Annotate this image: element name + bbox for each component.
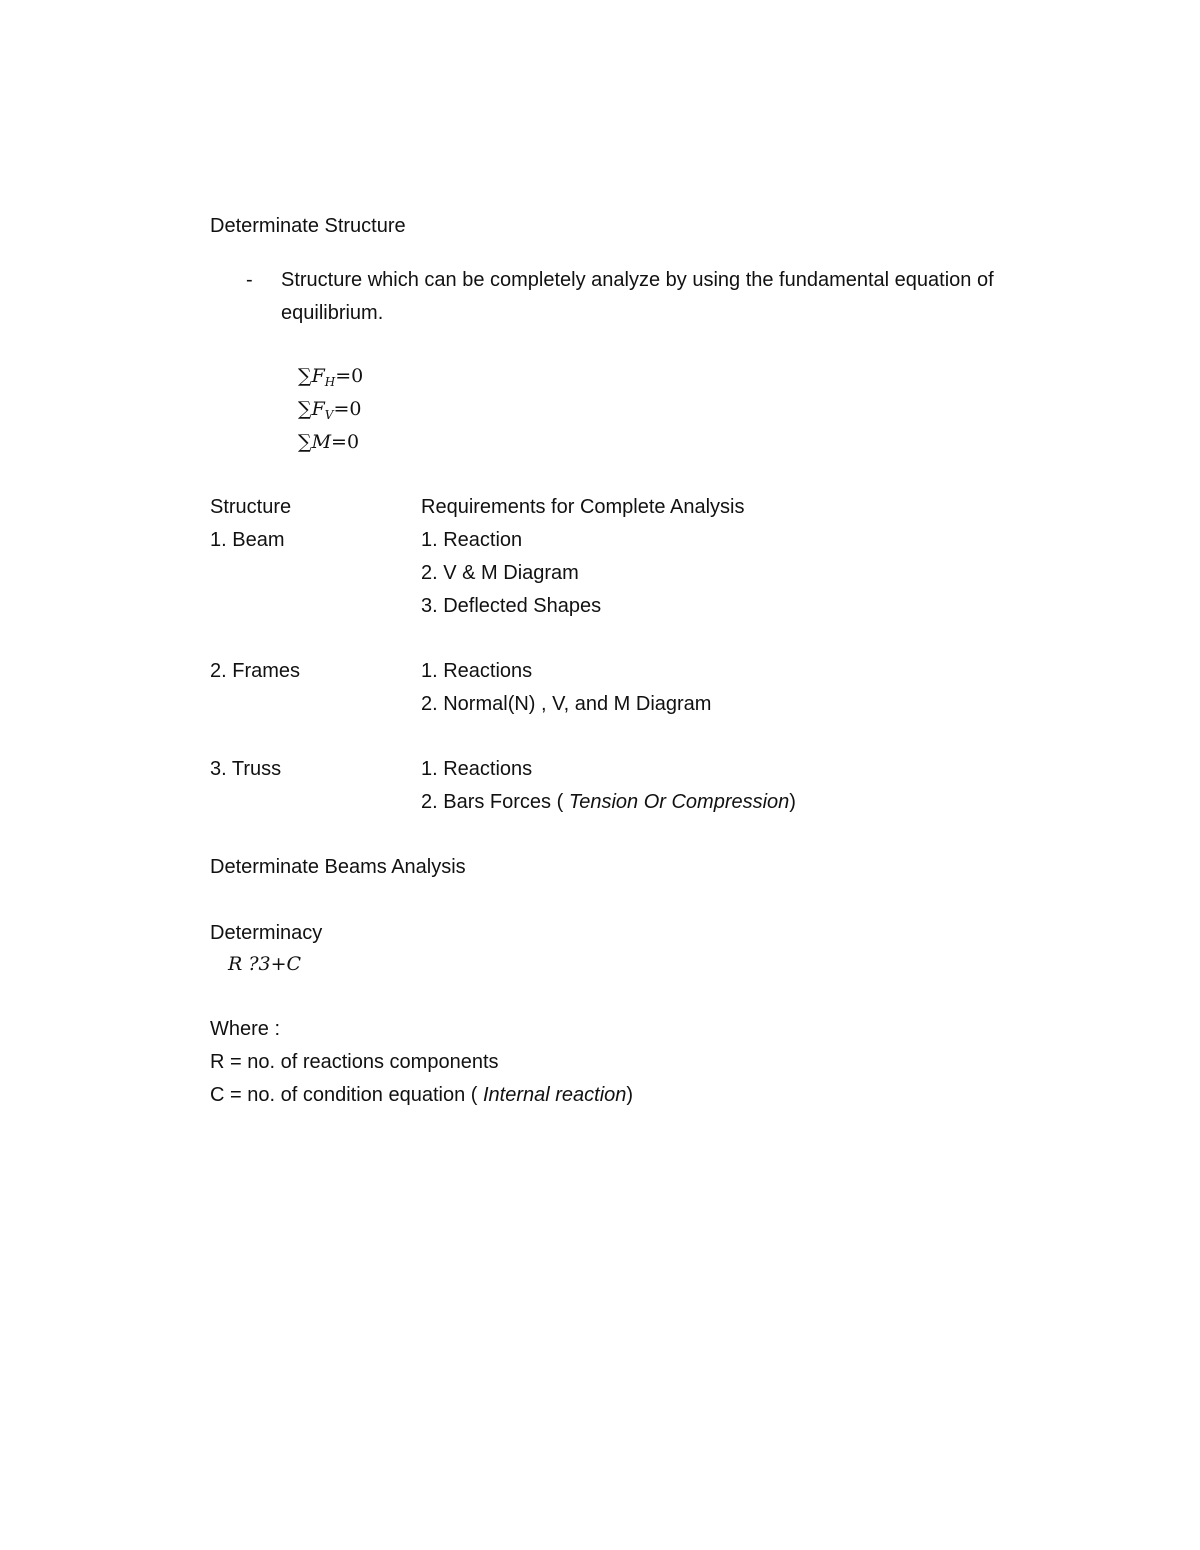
- determinacy-formula-text: R ?3+C: [228, 953, 302, 975]
- structure-beam: 1. Beam: [210, 529, 285, 551]
- table-header-requirements: Requirements for Complete Analysis: [421, 496, 745, 518]
- bullet-marker: -: [246, 269, 253, 291]
- truss-requirement-2-prefix: 2. Bars Forces (: [421, 791, 564, 813]
- determinacy-heading: Determinacy: [210, 922, 323, 944]
- truss-requirement-2-suffix: ): [789, 791, 796, 813]
- equation-sum-m: [298, 430, 359, 454]
- c-definition: [210, 1083, 633, 1107]
- determinacy-formula: [228, 952, 301, 976]
- r-definition: R = no. of reactions components: [210, 1051, 499, 1073]
- eq3-variable: M: [311, 431, 332, 453]
- beam-requirement-1: 1. Reaction: [421, 529, 523, 551]
- eq1-subscript: H: [324, 375, 336, 389]
- beam-requirement-3: 3. Deflected Shapes: [421, 595, 602, 617]
- truss-requirement-2-italic: Tension Or Compression: [563, 791, 790, 813]
- eq1-variable: F: [311, 365, 325, 387]
- c-definition-italic: Internal reaction: [477, 1084, 627, 1106]
- c-definition-suffix: ): [626, 1084, 634, 1106]
- truss-requirement-1: 1. Reactions: [421, 758, 533, 780]
- sigma-symbol: ∑: [298, 431, 312, 453]
- c-definition-prefix: C = no. of condition equation (: [210, 1084, 478, 1106]
- where-heading: Where :: [210, 1018, 281, 1040]
- eq2-rhs: =0: [333, 398, 362, 420]
- frames-requirement-2: 2. Normal(N) , V, and M Diagram: [421, 693, 712, 715]
- frames-requirement-1: 1. Reactions: [421, 660, 533, 682]
- sigma-symbol: ∑: [298, 365, 312, 387]
- beams-analysis-heading: Determinate Beams Analysis: [210, 856, 466, 878]
- beam-requirement-2: 2. V & M Diagram: [421, 562, 579, 584]
- eq2-subscript: V: [324, 408, 334, 422]
- equation-sum-fv: [298, 397, 361, 427]
- structure-frames: 2. Frames: [210, 660, 301, 682]
- table-header-structure: Structure: [210, 496, 292, 518]
- sigma-symbol: ∑: [298, 398, 312, 420]
- eq2-variable: F: [311, 398, 325, 420]
- eq3-rhs: =0: [331, 431, 360, 453]
- page-title: Determinate Structure: [210, 215, 406, 237]
- truss-requirement-2: [421, 790, 796, 814]
- structure-truss: 3. Truss: [210, 758, 282, 780]
- definition-line-2: equilibrium.: [281, 302, 384, 324]
- eq1-rhs: =0: [335, 365, 364, 387]
- definition-line-1: Structure which can be completely analyze by using the fundamental equation of: [281, 269, 994, 291]
- equation-sum-fh: [298, 364, 363, 394]
